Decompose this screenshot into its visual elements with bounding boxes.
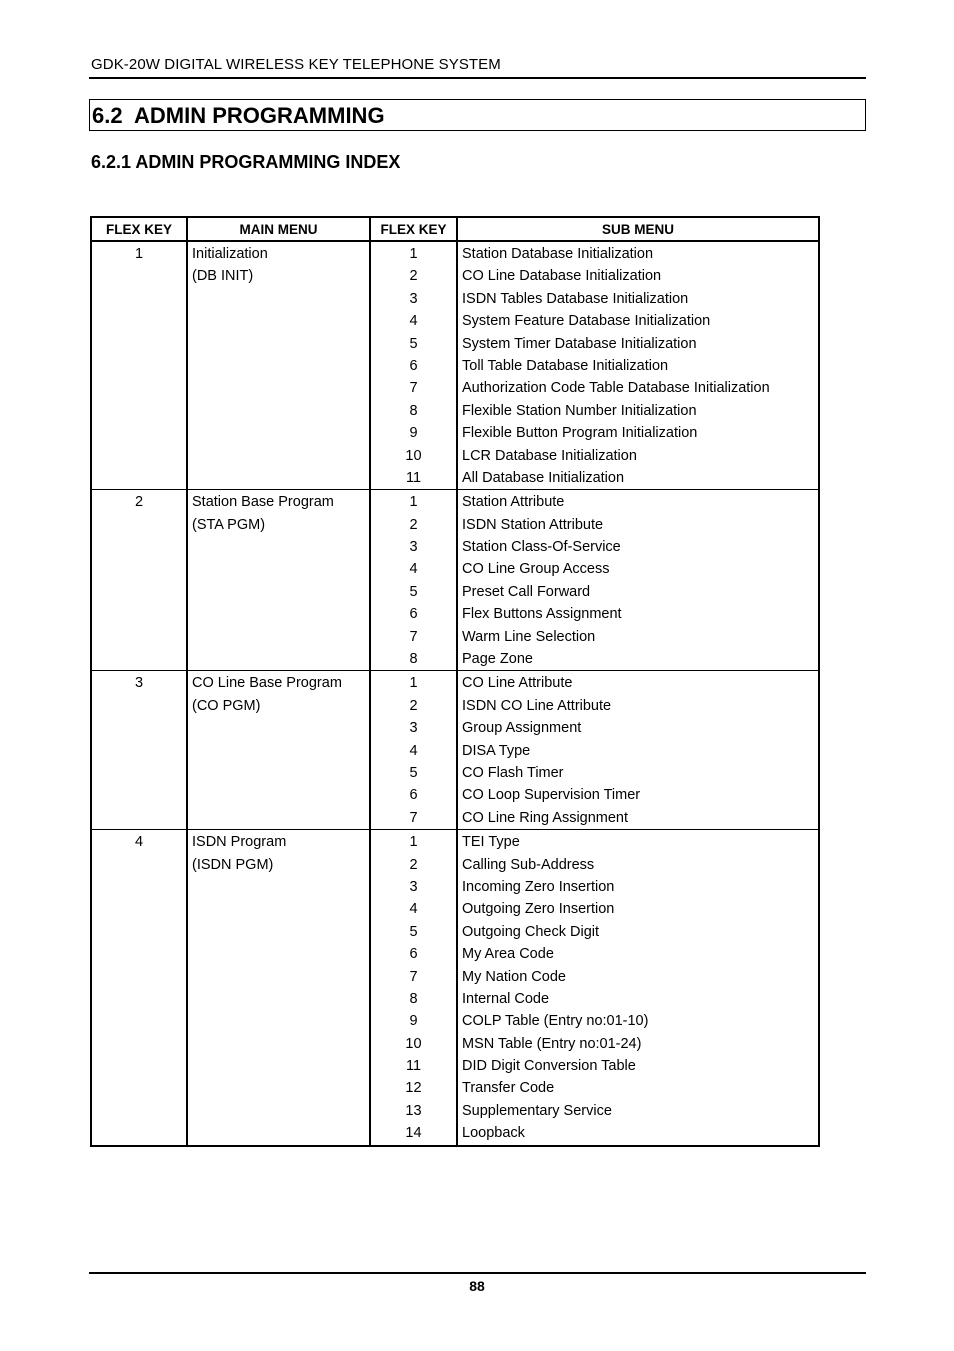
table-header-row xyxy=(91,217,819,241)
sub-menu-item: Supplementary Service xyxy=(462,1102,612,1119)
table-row xyxy=(91,671,819,830)
main-menu-line: (CO PGM) xyxy=(192,697,261,714)
table-body xyxy=(91,241,819,1146)
sub-flex-key: 2 xyxy=(409,516,418,533)
sub-flex-key: 5 xyxy=(409,335,418,352)
sub-flex-key: 9 xyxy=(409,425,418,442)
main-flex-key-cell xyxy=(91,671,187,830)
main-menu-line: (STA PGM) xyxy=(192,516,266,533)
column-header: FLEX KEY xyxy=(91,217,187,241)
sub-menu-item: CO Line Database Initialization xyxy=(462,268,662,285)
sub-flex-key: 11 xyxy=(405,1058,422,1075)
sub-menu-item: Flexible Button Program Initialization xyxy=(462,425,698,442)
column-header: SUB MENU xyxy=(457,217,819,241)
main-menu-line: (ISDN PGM) xyxy=(192,856,274,873)
sub-flex-key: 12 xyxy=(405,1080,422,1097)
main-flex-key-cell xyxy=(91,241,187,490)
sub-menu-cell xyxy=(457,241,819,490)
sub-menu-item: Loopback xyxy=(462,1125,525,1142)
sub-flex-key: 8 xyxy=(409,990,418,1007)
sub-flex-key: 3 xyxy=(409,539,418,556)
section-heading xyxy=(92,103,385,129)
sub-menu-item: CO Loop Supervision Timer xyxy=(462,787,641,804)
sub-flex-key: 2 xyxy=(409,268,418,285)
sub-flex-key: 6 xyxy=(409,606,418,623)
sub-menu-item: Flex Buttons Assignment xyxy=(462,606,622,623)
sub-menu-item: Transfer Code xyxy=(462,1080,555,1097)
sub-menu-item: COLP Table (Entry no:01-10) xyxy=(462,1013,649,1030)
sub-flex-key: 3 xyxy=(409,878,418,895)
sub-menu-item: Incoming Zero Insertion xyxy=(462,878,615,895)
sub-flex-key: 7 xyxy=(409,628,418,645)
sub-menu-item: All Database Initialization xyxy=(462,469,625,486)
sub-menu-item: System Timer Database Initialization xyxy=(462,335,697,352)
sub-flex-key: 1 xyxy=(409,494,418,511)
sub-menu-cell xyxy=(457,671,819,830)
sub-flex-key: 4 xyxy=(409,313,418,330)
main-menu-line: CO Line Base Program xyxy=(192,675,342,692)
sub-menu-item: My Nation Code xyxy=(462,968,566,985)
sub-flex-key: 3 xyxy=(409,290,418,307)
sub-flex-key: 6 xyxy=(409,357,418,374)
sub-menu-item: ISDN Station Attribute xyxy=(462,516,604,533)
sub-flex-key-cell xyxy=(370,241,457,490)
footer-rule xyxy=(89,1272,866,1274)
sub-menu-item: Outgoing Zero Insertion xyxy=(462,901,615,918)
sub-menu-item: Warm Line Selection xyxy=(462,628,596,645)
sub-menu-item: LCR Database Initialization xyxy=(462,447,637,464)
main-menu-line: Station Base Program xyxy=(192,494,334,511)
column-header: MAIN MENU xyxy=(187,217,370,241)
sub-menu-cell xyxy=(457,830,819,1146)
sub-flex-key: 1 xyxy=(409,246,418,262)
sub-menu-item: DISA Type xyxy=(462,742,531,759)
sub-flex-key: 4 xyxy=(409,742,418,759)
sub-flex-key-cell xyxy=(370,671,457,830)
sub-flex-key: 10 xyxy=(405,1035,422,1052)
sub-menu-item: Outgoing Check Digit xyxy=(462,923,600,940)
sub-menu-item: Station Attribute xyxy=(462,494,565,511)
subsection-heading: 6.2.1 ADMIN PROGRAMMING INDEX xyxy=(91,152,401,172)
sub-menu-item: CO Line Attribute xyxy=(462,675,573,692)
main-flex-key: 1 xyxy=(134,246,144,262)
sub-menu-item: CO Line Ring Assignment xyxy=(462,809,629,826)
section-heading-box xyxy=(89,99,866,131)
main-menu-cell xyxy=(187,490,370,671)
sub-menu-item: MSN Table (Entry no:01-24) xyxy=(462,1035,642,1052)
sub-menu-item: DID Digit Conversion Table xyxy=(462,1058,636,1075)
sub-menu-item: CO Line Group Access xyxy=(462,561,610,578)
section-number: 6.2 xyxy=(92,103,123,128)
sub-flex-key: 6 xyxy=(409,946,418,963)
sub-flex-key: 9 xyxy=(409,1013,418,1030)
sub-flex-key: 5 xyxy=(409,764,418,781)
sub-menu-item: Group Assignment xyxy=(462,720,582,737)
sub-flex-key: 13 xyxy=(405,1102,422,1119)
table-row xyxy=(91,490,819,671)
sub-flex-key: 2 xyxy=(409,856,418,873)
table-row xyxy=(91,830,819,1146)
main-menu-cell xyxy=(187,241,370,490)
sub-menu-item: System Feature Database Initialization xyxy=(462,313,711,330)
sub-menu-item: TEI Type xyxy=(462,834,520,851)
sub-flex-key: 8 xyxy=(409,651,418,668)
sub-menu-item: Station Class-Of-Service xyxy=(462,539,621,556)
sub-menu-item: Preset Call Forward xyxy=(462,583,591,600)
sub-flex-key: 14 xyxy=(405,1125,422,1142)
sub-flex-key: 4 xyxy=(409,901,418,918)
sub-flex-key: 5 xyxy=(409,583,418,600)
sub-menu-item: Toll Table Database Initialization xyxy=(462,357,669,374)
main-flex-key: 2 xyxy=(134,494,144,511)
sub-menu-item: Station Database Initialization xyxy=(462,246,654,262)
page-number: 88 xyxy=(469,1278,485,1294)
main-menu-line: Initialization xyxy=(192,246,268,262)
sub-menu-item: Page Zone xyxy=(462,651,533,668)
sub-menu-item: Calling Sub-Address xyxy=(462,856,595,873)
sub-menu-item: My Area Code xyxy=(462,946,554,963)
sub-flex-key: 1 xyxy=(409,834,418,851)
sub-flex-key: 4 xyxy=(409,561,418,578)
sub-flex-key: 11 xyxy=(405,469,422,486)
sub-flex-key: 3 xyxy=(409,720,418,737)
section-title: ADMIN PROGRAMMING xyxy=(134,103,385,128)
main-flex-key-cell xyxy=(91,490,187,671)
sub-flex-key: 7 xyxy=(409,380,418,397)
sub-menu-cell xyxy=(457,490,819,671)
sub-flex-key: 6 xyxy=(409,787,418,804)
sub-flex-key-cell xyxy=(370,830,457,1146)
sub-flex-key: 7 xyxy=(409,968,418,985)
sub-menu-item: ISDN Tables Database Initialization xyxy=(462,290,689,307)
sub-flex-key-cell xyxy=(370,490,457,671)
main-menu-line: ISDN Program xyxy=(192,834,287,851)
sub-menu-item: Internal Code xyxy=(462,990,550,1007)
main-flex-key-cell xyxy=(91,830,187,1146)
main-flex-key: 4 xyxy=(134,834,144,851)
sub-menu-item: Flexible Station Number Initialization xyxy=(462,402,697,419)
sub-flex-key: 8 xyxy=(409,402,418,419)
main-flex-key: 3 xyxy=(134,675,144,692)
sub-menu-item: ISDN CO Line Attribute xyxy=(462,697,612,714)
table-row xyxy=(91,241,819,490)
sub-flex-key: 7 xyxy=(409,809,418,826)
sub-flex-key: 1 xyxy=(409,675,418,692)
sub-flex-key: 10 xyxy=(405,447,422,464)
main-menu-cell xyxy=(187,671,370,830)
sub-menu-item: Authorization Code Table Database Initialization xyxy=(462,380,770,397)
sub-menu-item: CO Flash Timer xyxy=(462,764,564,781)
sub-flex-key: 5 xyxy=(409,923,418,940)
admin-programming-index-table xyxy=(90,216,820,1147)
main-menu-line: (DB INIT) xyxy=(192,268,254,285)
main-menu-cell xyxy=(187,830,370,1146)
running-header: GDK-20W DIGITAL WIRELESS KEY TELEPHONE SYSTEM xyxy=(91,56,501,73)
sub-flex-key: 2 xyxy=(409,697,418,714)
column-header: FLEX KEY xyxy=(370,217,457,241)
header-rule xyxy=(89,77,866,79)
